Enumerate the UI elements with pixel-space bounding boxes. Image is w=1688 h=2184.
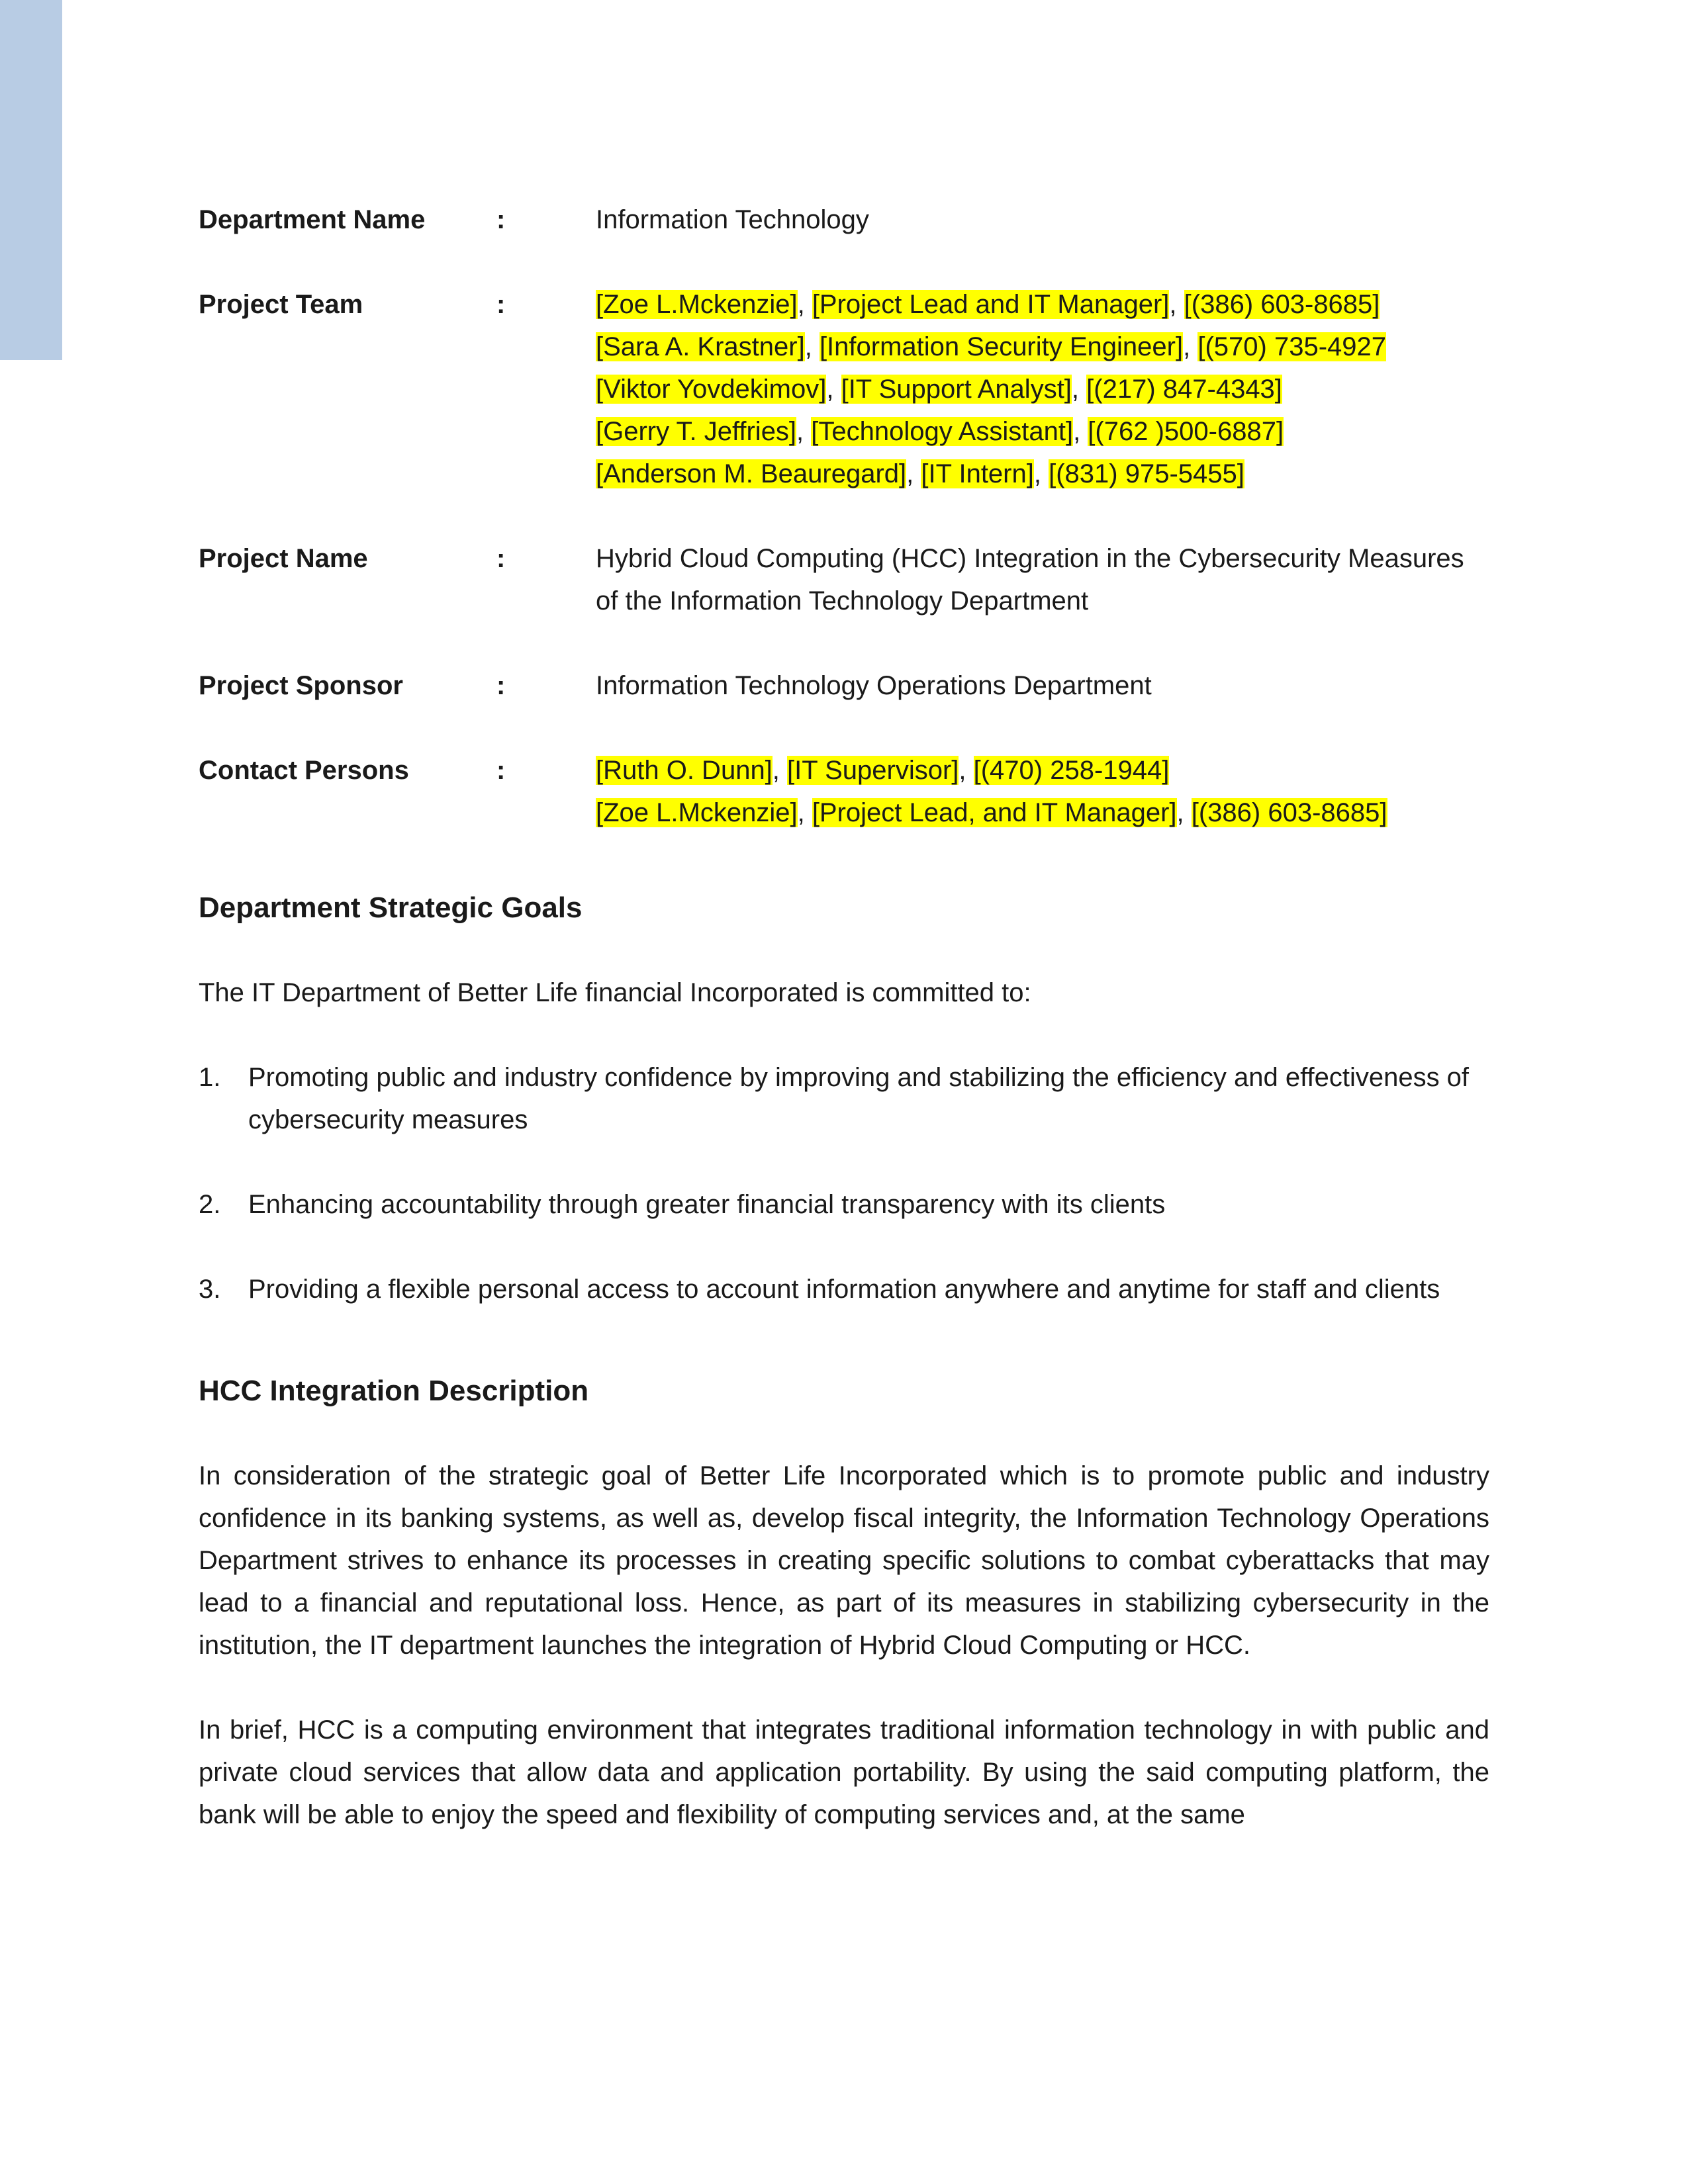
list-item-text: Providing a flexible personal access to account information anywhere and anytime for staff and clients <box>248 1275 1440 1304</box>
member-role: [Project Lead and IT Manager] <box>812 290 1170 319</box>
separator: , <box>1183 332 1198 361</box>
member-phone: [(570) 735-4927 <box>1197 332 1386 361</box>
member-name: [Gerry T. Jeffries] <box>596 417 797 446</box>
colon: : <box>496 544 506 573</box>
contact-role: [IT Supervisor] <box>787 756 959 785</box>
member-role: [Information Security Engineer] <box>819 332 1184 361</box>
list-number: 2. <box>199 1190 221 1219</box>
contact-persons-row <box>199 749 1489 834</box>
colon: : <box>496 671 506 700</box>
separator: , <box>1176 798 1192 827</box>
separator: , <box>906 459 921 488</box>
list-item <box>199 1268 1489 1310</box>
separator: , <box>1073 417 1088 446</box>
team-member <box>596 453 1489 495</box>
separator: , <box>804 332 820 361</box>
contact-phone: [(386) 603-8685] <box>1191 798 1387 827</box>
colon: : <box>496 205 506 234</box>
project-info-table <box>199 199 1489 834</box>
contact-persons-label: Contact Persons <box>199 756 409 785</box>
project-team-row <box>199 283 1489 495</box>
member-role: [IT Support Analyst] <box>841 375 1072 404</box>
list-item <box>199 1183 1489 1226</box>
project-name-row <box>199 537 1489 622</box>
strategic-goals-heading: Department Strategic Goals <box>199 891 583 924</box>
contact-role: [Project Lead, and IT Manager] <box>812 798 1177 827</box>
member-phone: [(217) 847-4343] <box>1086 375 1282 404</box>
contact-name: [Zoe L.Mckenzie] <box>596 798 798 827</box>
project-sponsor-label: Project Sponsor <box>199 671 403 700</box>
member-role: [Technology Assistant] <box>811 417 1074 446</box>
separator: , <box>1071 375 1087 404</box>
separator: , <box>1169 290 1184 319</box>
team-member <box>596 368 1489 410</box>
strategic-goals-intro: The IT Department of Better Life financial Incorporated is committed to: <box>199 978 1031 1007</box>
project-sponsor-value: Information Technology Operations Department <box>596 671 1152 700</box>
member-name: [Anderson M. Beauregard] <box>596 459 907 488</box>
project-name-label: Project Name <box>199 544 368 573</box>
separator: , <box>1033 459 1049 488</box>
separator: , <box>772 756 788 785</box>
member-phone: [(831) 975-5455] <box>1049 459 1244 488</box>
side-accent-bar <box>0 0 62 360</box>
separator: , <box>959 756 974 785</box>
contact-person <box>596 792 1489 834</box>
document-body <box>199 199 1489 1878</box>
team-member <box>596 326 1489 368</box>
list-item <box>199 1056 1489 1141</box>
team-member <box>596 410 1489 453</box>
hcc-paragraph: In consideration of the strategic goal of Better Life Incorporated which is to promote public and industry confidence in its banking systems, as well as, develop fiscal integrity, the Information Technology Operations Department strives to enhance its processes in creating specific solutions to combat cyberattacks that may lead to a financial and reputational loss. Hence, as part of its measures in stabilizing cybersecurity in the institution, the IT department launches the integration of Hybrid Cloud Computing or HCC. <box>199 1461 1489 1660</box>
separator: , <box>797 798 812 827</box>
project-sponsor-row <box>199 664 1489 707</box>
separator: , <box>797 290 812 319</box>
list-item-text: Promoting public and industry confidence by improving and stabilizing the efficiency and effectiveness of cybersecurity measures <box>248 1063 1470 1134</box>
hcc-paragraph: In brief, HCC is a computing environment that integrates traditional information technology in with public and private cloud services that allow data and application portability. By using the said computing platform, the bank will be able to enjoy the speed and flexibility of computing services and, at the same <box>199 1715 1489 1829</box>
team-member <box>596 283 1489 326</box>
project-team-label: Project Team <box>199 290 363 319</box>
member-phone: [(386) 603-8685] <box>1184 290 1380 319</box>
contact-person <box>596 749 1489 792</box>
contact-phone: [(470) 258-1944] <box>973 756 1170 785</box>
list-number: 1. <box>199 1063 221 1092</box>
department-row <box>199 199 1489 241</box>
list-number: 3. <box>199 1275 221 1304</box>
strategic-goals-list <box>199 1056 1489 1310</box>
contact-name: [Ruth O. Dunn] <box>596 756 773 785</box>
member-phone: [(762 )500-6887] <box>1088 417 1284 446</box>
department-label: Department Name <box>199 205 426 234</box>
contact-persons-list <box>596 749 1489 834</box>
member-name: [Sara A. Krastner] <box>596 332 805 361</box>
member-role: [IT Intern] <box>921 459 1034 488</box>
department-value: Information Technology <box>596 205 869 234</box>
list-item-text: Enhancing accountability through greater financial transparency with its clients <box>248 1190 1166 1219</box>
colon: : <box>496 756 506 785</box>
member-name: [Viktor Yovdekimov] <box>596 375 827 404</box>
project-team-list <box>596 283 1489 495</box>
hcc-description-heading: HCC Integration Description <box>199 1375 589 1407</box>
project-name-value: Hybrid Cloud Computing (HCC) Integration in the Cybersecurity Measures of the Information Technology Department <box>596 544 1464 615</box>
separator: , <box>796 417 812 446</box>
separator: , <box>826 375 841 404</box>
colon: : <box>496 290 506 319</box>
member-name: [Zoe L.Mckenzie] <box>596 290 798 319</box>
